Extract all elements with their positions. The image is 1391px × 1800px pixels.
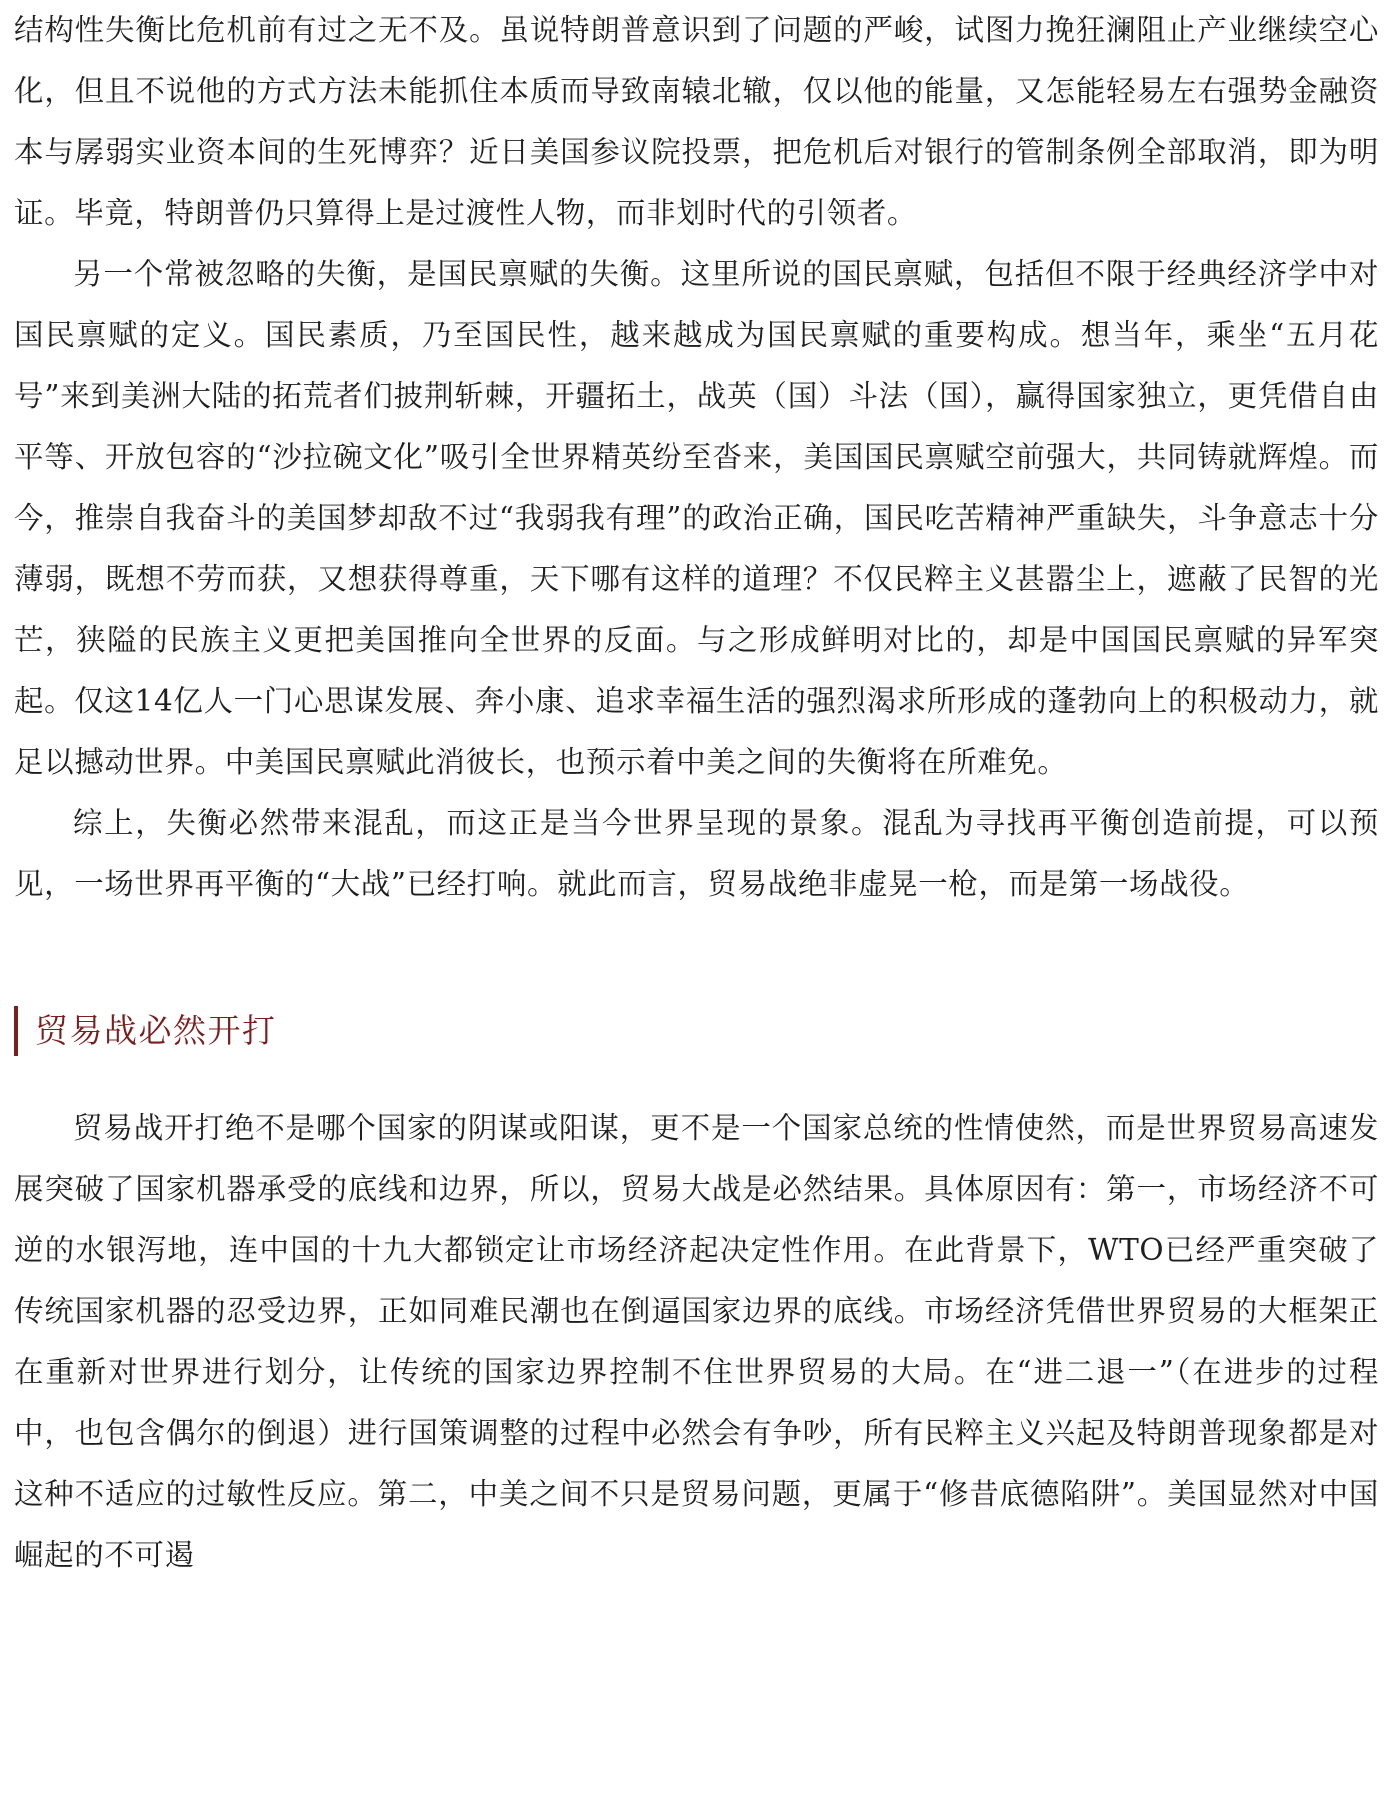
article-body-bottom: [14, 1098, 1379, 1586]
paragraph-national-endowment: 另一个常被忽略的失衡，是国民禀赋的失衡。这里所说的国民禀赋，包括但不限于经典经济学中对国民禀赋的定义。国民素质，乃至国民性，越来越成为国民禀赋的重要构成。想当年，乘坐“五月花号”来到美洲大陆的拓荒者们披荆斩棘，开疆拓土，战英（国）斗法（国），赢得国家独立，更凭借自由平等、开放包容的“沙拉碗文化”吸引全世界精英纷至沓来，美国国民禀赋空前强大，共同铸就辉煌。而今，推崇自我奋斗的美国梦却敌不过“我弱我有理”的政治正确，国民吃苦精神严重缺失，斗争意志十分薄弱，既想不劳而获，又想获得尊重，天下哪有这样的道理？不仅民粹主义甚嚣尘上，遮蔽了民智的光芒，狭隘的民族主义更把美国推向全世界的反面。与之形成鲜明对比的，却是中国国民禀赋的异军突起。仅这14亿人一门心思谋发展、奔小康、追求幸福生活的强烈渴求所形成的蓬勃向上的积极动力，就足以撼动世界。中美国民禀赋此消彼长，也预示着中美之间的失衡将在所难免。: [14, 257, 1379, 779]
heading-accent-bar: [14, 1006, 18, 1056]
section-heading: [14, 1006, 1379, 1056]
article-body-top: [14, 0, 1379, 915]
paragraph-trade-war: 贸易战开打绝不是哪个国家的阴谋或阳谋，更不是一个国家总统的性情使然，而是世界贸易高速发展突破了国家机器承受的底线和边界，所以，贸易大战是必然结果。具体原因有：第一，市场经济不可逆的水银泻地，连中国的十九大都锁定让市场经济起决定性作用。在此背景下，WTO已经严重突破了传统国家机器的忍受边界，正如同难民潮也在倒逼国家边界的底线。市场经济凭借世界贸易的大框架正在重新对世界进行划分，让传统的国家边界控制不住世界贸易的大局。在“进二退一”（在进步的过程中，也包含偶尔的倒退）进行国策调整的过程中必然会有争吵，所有民粹主义兴起及特朗普现象都是对这种不适应的过敏性反应。第二，中美之间不只是贸易问题，更属于“修昔底德陷阱”。美国显然对中国崛起的不可遏: [14, 1111, 1379, 1572]
paragraph-conclusion: 综上，失衡必然带来混乱，而这正是当今世界呈现的景象。混乱为寻找再平衡创造前提，可以预见，一场世界再平衡的“大战”已经打响。就此而言，贸易战绝非虚晃一枪，而是第一场战役。: [14, 806, 1379, 901]
section-title: 贸易战必然开打: [35, 1011, 277, 1050]
paragraph-continuation: 结构性失衡比危机前有过之无不及。虽说特朗普意识到了问题的严峻，试图力挽狂澜阻止产业继续空心化，但且不说他的方式方法未能抓住本质而导致南辕北辙，仅以他的能量，又怎能轻易左右强势金融资本与孱弱实业资本间的生死博弈？近日美国参议院投票，把危机后对银行的管制条例全部取消，即为明证。毕竟，特朗普仍只算得上是过渡性人物，而非划时代的引领者。: [14, 13, 1379, 230]
